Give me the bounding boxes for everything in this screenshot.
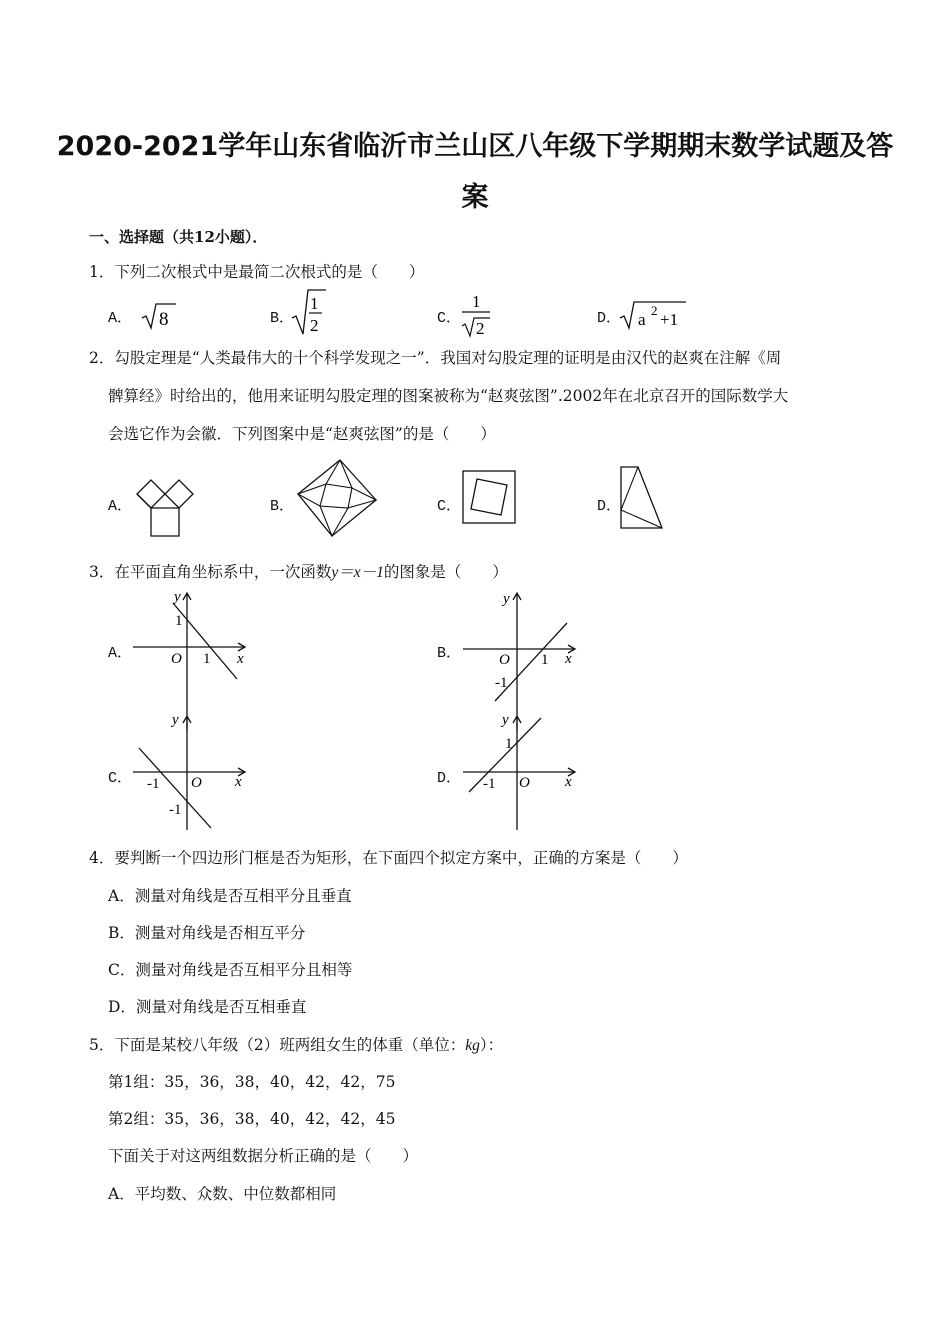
q1-c-den: 2 — [476, 319, 485, 338]
q1-option-c-math — [458, 288, 498, 340]
q2-line2: 髀算经》时给出的，他用来证明勾股定理的图案被称为“赵爽弦图”.2002年在北京召开的国际数学大 — [108, 387, 789, 405]
q5-question: 下面关于对这两组数据分析正确的是（ ） — [108, 1147, 419, 1165]
q5-group1: 第1组：35，36，38，40，42，42，75 — [108, 1073, 396, 1091]
svg-text:y: y — [172, 712, 179, 728]
q4-option-b: B．测量对角线是否相互平分 — [108, 924, 306, 942]
q1-c-num: 1 — [472, 292, 481, 311]
q5-option-a: A．平均数、众数、中位数都相同 — [108, 1185, 337, 1203]
q1-option-a-math — [140, 300, 180, 332]
document-title-line1: 2020-2021学年山东省临沂市兰山区八年级下学期期末数学试题及答 — [56, 131, 894, 162]
q2-option-b-figure — [290, 456, 382, 540]
q3-stem-text-a: 3．在平面直角坐标系中，一次函数 — [89, 563, 332, 581]
svg-text:O: O — [499, 652, 510, 668]
q3-stem-text-b: 的图象是（ ） — [383, 563, 508, 581]
q1-option-b-label: B． — [270, 310, 295, 327]
svg-text:-1: -1 — [147, 776, 160, 792]
q3-graph-d — [455, 708, 585, 833]
svg-text:x: x — [565, 774, 572, 790]
q3-stem — [89, 560, 508, 582]
q5-unit: kg — [465, 1037, 480, 1054]
svg-text:O: O — [519, 775, 530, 791]
q1-option-d-math — [618, 298, 690, 332]
q1-option-c-label: C． — [437, 310, 462, 327]
svg-text:1: 1 — [203, 651, 211, 667]
svg-text:1: 1 — [505, 736, 513, 752]
svg-text:y: y — [503, 591, 510, 607]
q1-b-num: 1 — [310, 294, 319, 313]
svg-text:-1: -1 — [495, 675, 508, 691]
svg-text:x: x — [237, 651, 244, 667]
q2-line3: 会选它作为会徽．下列图案中是“赵爽弦图”的是（ ） — [108, 425, 496, 443]
q3-stem-equation: y＝x－1 — [331, 564, 384, 581]
q2-line1: 2．勾股定理是“人类最伟大的十个科学发现之一”．我国对勾股定理的证明是由汉代的赵爽在注解《周 — [89, 349, 782, 367]
q2-option-a-figure — [130, 460, 206, 540]
svg-text:-1: -1 — [483, 776, 496, 792]
q2-option-a-label: A． — [108, 498, 133, 515]
q2-option-b-label: B． — [270, 498, 295, 515]
svg-text:x: x — [565, 651, 572, 667]
q5-stem-text-b: ）： — [479, 1036, 504, 1054]
q5-stem — [89, 1033, 503, 1055]
svg-text:-1: -1 — [169, 802, 182, 818]
q5-stem-text-a: 5．下面是某校八年级（2）班两组女生的体重（单位： — [89, 1036, 466, 1054]
q4-option-a: A．测量对角线是否互相平分且垂直 — [108, 887, 352, 905]
svg-text:O: O — [171, 651, 182, 667]
section-heading: 一、选择题（共12小题）． — [89, 228, 268, 246]
q4-option-d: D．测量对角线是否互相垂直 — [108, 998, 307, 1016]
q2-option-d-label: D． — [597, 498, 622, 515]
q4-stem: 4．要判断一个四边形门框是否为矩形，在下面四个拟定方案中，正确的方案是（ ） — [89, 849, 688, 867]
q5-group2: 第2组：35，36，38，40，42，42，45 — [108, 1110, 396, 1128]
q3-graph-c — [125, 708, 255, 833]
q2-option-c-figure — [460, 468, 520, 528]
q1-option-b-math — [290, 286, 330, 338]
svg-text:1: 1 — [541, 652, 549, 668]
q3-option-c-label: C． — [108, 770, 133, 787]
q3-option-b-label: B． — [437, 645, 462, 662]
q1-d-tail: +1 — [660, 310, 679, 329]
svg-text:y: y — [502, 712, 509, 728]
q3-option-d-label: D． — [437, 770, 462, 787]
q1-a-radicand: 8 — [159, 309, 169, 330]
q2-option-d-figure — [616, 464, 668, 532]
q1-stem: 1．下列二次根式中是最简二次根式的是（ ） — [89, 263, 425, 281]
svg-text:1: 1 — [175, 613, 183, 629]
q1-d-exp: 2 — [651, 303, 658, 318]
q3-option-a-label: A． — [108, 645, 133, 662]
svg-text:y: y — [174, 589, 181, 605]
q1-option-a-label: A． — [108, 310, 133, 327]
q4-option-c: C．测量对角线是否互相平分且相等 — [108, 961, 353, 979]
document-title-line2: 案 — [461, 182, 489, 213]
svg-text:x: x — [235, 774, 242, 790]
svg-text:O: O — [191, 775, 202, 791]
q1-b-den: 2 — [310, 316, 319, 335]
q1-d-base: a — [638, 310, 646, 329]
q1-option-d-label: D． — [597, 310, 622, 327]
q2-option-c-label: C． — [437, 498, 462, 515]
